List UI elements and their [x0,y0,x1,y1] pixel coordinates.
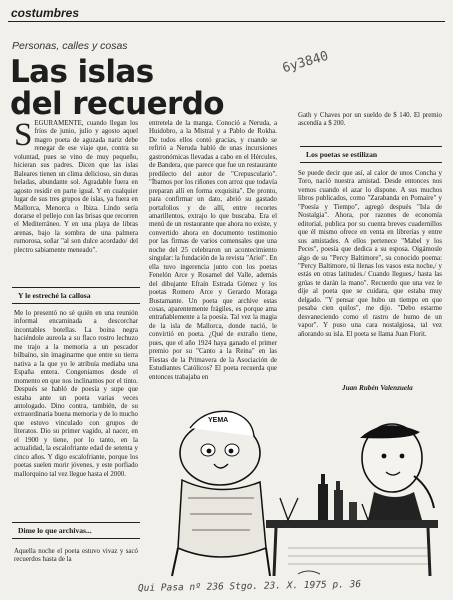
column-2: entretela de la manga. Conoció a Neruda, a Huidobro, a la Mistral y a Pablo de Rokha. De todos ellos contó gracias, y cuando se refirió a Neruda habló de unas incursiones gastronómicas llevadas a cabo en el Hércules, de Bandera, que parece que fue un restaurante predilecto del autor de "Crepusculario". "Íbamos por los riñones con arroz que todavía preparan allí en forma exquisita". De pronto, para confirmar un dato, abrió su gastado portafolios y de allí, entre recortes amarillentos, extrajo lo que buscaba. Era el menú de un restaurante que ahora no existe, y convertido ahora en documento testimonio por las firmas de varios comensales que una noche del 25 celebraron un acontecimiento singular: la fundación de la revista "Ariel". En ella tuvo ingerencia junto con los poetas Fenelón Arce y Rosamel del Valle, además del dibujante Efraín Estrada Gómez y los poetas Romero Arce y Gerardo Moraga Bustamante. Un poeta que archive estas cosas, aparentemente frágiles, es porque ama entrañablemente a la poesía. Tal vez la magia de la isla de Mallorca, donde nació, le convirtió en poeta. ¿Qué de extraño tiene, pues, que el año 1924 haya ganado el primer premio por su "Canto a la Reina" en las Fiestas de la Primavera de la Asociación de Estudiantes Católicos? El poeta recuerda que entonces trabajaba en [149,120,277,381]
handwritten-source-note: Qui Pasa nº 236 Stgo. 23. X. 1975 p. 36 [137,579,362,594]
svg-text:YEMA: YEMA [208,417,229,424]
article-headline [10,56,310,120]
author-byline: Juan Rubén Valenzuela [342,384,413,392]
column-1-end: Aquella noche el poeta estuvo vivaz y sacó recuerdos hasta de la [14,548,138,564]
handwritten-note: 6y3840 [280,48,331,77]
intro-text: EGURAMENTE, cuando llegan los fríos de junio, julio y agosto aquel magro poeta de aguzada nariz debe renegar de ese viaje que, contra su voluntad, pues se vino de muy pequeño, hicieran sus padres. Dicen que las islas Baleares tienen un clima delicioso, sin duras heladas, abundante sol. Agradable fuera en agosto residir en parte igual. Y en cualquier lugar de sus tres grupos de islas, ya fuera en Mallorca, Menorca o Ibiza. Lindo sería dorarse el pellejo con las brisas que recorren el Mediterráneo. Y en una playa de libras arenas, bajo la sombra de una palmera rumorosa, soñar "al son dulce acordado/ del plectro sabiamente meneado". [14,120,138,254]
column-3-main: Se puede decir que así, al calor de unos Concha y Toro, nació nuestra amistad. Desde entonces nos vemos cuando el azar lo dispone. A sus muchos libros publicados, como "Zarabanda en Pomaire" y "Poesía y Tiempo", agregó después "Isla de Nostalgia". Ahora, por razones de economía editorial, publica por su cuenta breves cuadernillos que él mismo ofrece en venta en librerías y entre sus amistades. A ellos pertenece "Mabel y los Peces", poesía que dedica a su esposa. Oigámosle algo de su "Percy Baltimore", su conocido poema: "Percy Baltimore, tú llenas los vasos esta noche,/ y estás en otras latitudes./ Cuando llegues,/ hasta las grúas te darán la mano". Recuerdo que una vez le dije al poeta que se cuidara, que estaba muy delgado. "Y pensar que hubo un tiempo en que pesaba cien quilos", me dijo. "Debo estarme desvaneciendo como el rastro de humo de un vapor". Y puso una cara nostalgiosa, tal vez añorando su isla. El poeta se llama Juan Florit. [298,170,442,338]
article-kicker: Personas, calles y cosas [12,40,128,52]
headline-line-1: Las islas [10,54,154,90]
section-label: costumbres [11,6,80,20]
subhead-archivas: Dime lo que archivas... [12,522,140,539]
column-1-intro [14,117,138,255]
subhead-estilizan: Los poetas se estilizan [300,146,442,163]
subhead-callosa: Y le estreché la callosa [12,287,140,304]
column-1-middle: Me lo presentó no sé quién en una reunión informal encaminada a descorchar incontables botellas. La boina negra haciéndole aureola a su flaco rostro lechuzo me trajo a la memoria a un pescador bilbaíno, sin imaginarme que entre su tierra nativa a la que yo le atribuía mediaba una España entera. Congeniamos desde el momento en que nos inclinamos por el tinto. Después se habló de poesía y supe que estaba ante un poeta varias veces antologado. Dino contra, también, de su extraordinaria buena memoria y de lo mucho que estuvo vinculado con grupos de literatos. Dio su primer vagido, al nacer, en el 1900 y tiene, por lo tanto, en la actualidad, la escalofriante edad de setenta y cinco años. Y digo escalofriante, porque los poetas suelen morir jóvenes, y este porfiado mallorquino tal vez llegue hasta el 2000. [14,310,138,478]
headline-line-2: del recuerdo [10,86,224,122]
cartoon-illustration [148,398,444,581]
column-3-top: Gath y Chaves por un sueldo de $ 140. El premio ascendía a $ 200. [298,112,442,128]
drop-cap: S [14,117,33,153]
section-header [8,5,445,22]
